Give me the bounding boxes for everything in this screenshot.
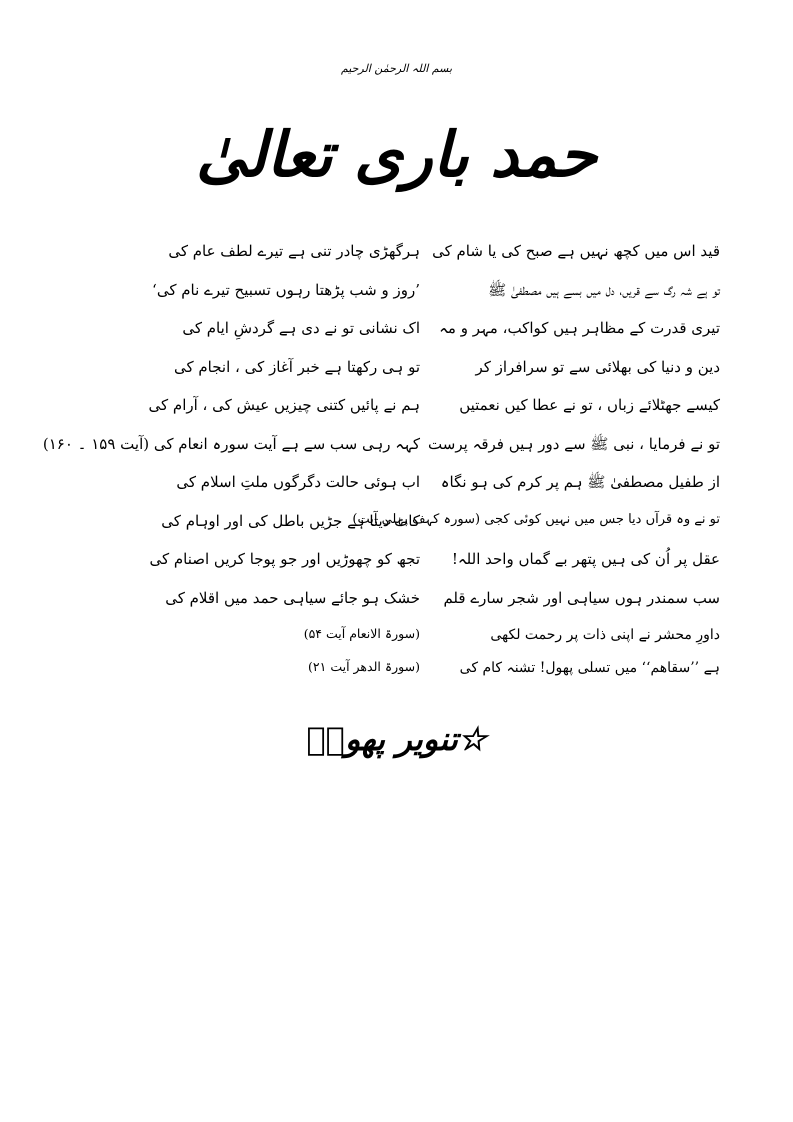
couplet-5	[40, 394, 720, 433]
surah-reference: (سورۃ الانعام آیت ۵۴)	[303, 626, 420, 641]
couplet-2	[40, 279, 720, 318]
misra: عقل پر اُن کی ہیں پتھر بے گماں واحد اللہ!	[451, 550, 720, 568]
misra: اک نشانی تو نے دی ہے گردشِ ایام کی	[182, 319, 420, 337]
misra: سب سمندر ہوں سیاہی اور شجر سارے قلم	[443, 588, 720, 607]
misra: تو نے وہ قرآں دیا جس میں نہیں کوئی کجی (سورہ کہف پہلی آیت)	[352, 511, 720, 527]
misra: تو نے فرمایا ، نبی ﷺ سے دور ہیں فرقہ پرست	[428, 434, 720, 453]
misra: داورِ محشر نے اپنی ذات پر رحمت لکھی	[490, 627, 720, 643]
misra: تو ہی رکھتا ہے خبر آغاز کی ، انجام کی	[173, 357, 420, 376]
misra: ہے ’’سقاھم‘‘ میں تسلی پھول! تشنہ کام کی	[459, 660, 720, 676]
reference-line-1	[40, 625, 720, 658]
misra: قید اس میں کچھ نہیں ہے صبح کی یا شام کی	[432, 242, 720, 260]
misra: ہرگھڑی چادر تنی ہے تیرے لطف عام کی	[168, 242, 420, 260]
couplet-1	[40, 240, 720, 279]
couplet-10	[40, 587, 720, 626]
misra: تجھ کو چھوڑیں اور جو پوجا کریں اصنام کی	[149, 550, 420, 568]
surah-reference: (سورۃ الدھر آیت ۲۱)	[308, 659, 420, 674]
misra: کاٹ دیتا ہے جڑیں باطل کی اور اوہام کی	[161, 511, 420, 530]
couplet-3	[40, 317, 720, 356]
couplet-6	[40, 433, 720, 472]
reference-line-2	[40, 658, 720, 691]
misra: از طفیل مصطفیٰ ﷺ ہم پر کرم کی ہو نگاہ	[440, 473, 720, 491]
misra: اب ہوئی حالت دگرگوں ملتِ اسلام کی	[176, 473, 420, 491]
misra: خشک ہو جائے سیاہی حمد میں اقلام کی	[165, 588, 420, 607]
couplet-7	[40, 471, 720, 510]
misra: ’روز و شب پڑھتا رہوں تسبیح تیرے نام کی‘	[152, 280, 420, 299]
poet-signature: ☆تنویر پھولؔ	[306, 720, 487, 758]
misra: تو ہے شہ رگ سے قریں، دل میں بسے ہیں مصطفیٰ ﷺ	[488, 280, 720, 299]
page-title: حمد باری تعالیٰ	[195, 118, 598, 191]
misra: تیری قدرت کے مظاہر ہیں کواکب، مہر و مہ	[439, 319, 720, 337]
misra: کیسے جھٹلائے زباں ، تو نے عطا کیں نعمتیں	[459, 396, 720, 414]
misra: دین و دنیا کی بھلائی سے تو سرافراز کر	[475, 357, 720, 376]
couplet-4	[40, 356, 720, 395]
poem	[40, 240, 720, 691]
misra: کہہ رہی سب سے ہے آیت سورہ انعام کی (آیت ۱۵۹ ۔ ۱۶۰)	[42, 434, 420, 453]
couplet-8	[40, 510, 720, 549]
misra: ہم نے پائیں کتنی چیزیں عیش کی ، آرام کی	[148, 396, 420, 414]
couplet-9	[40, 548, 720, 587]
bismillah: بسم اللہ الرحمٰن الرحیم	[340, 62, 453, 75]
